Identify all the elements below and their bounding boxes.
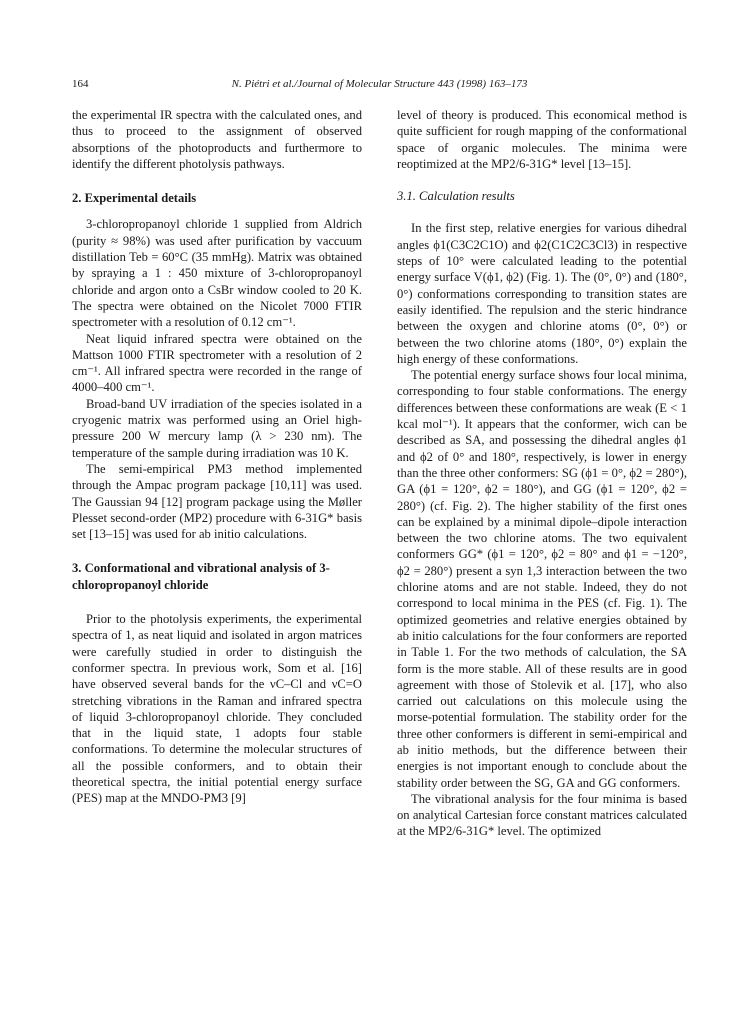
paragraph-calculation-1: In the first step, relative energies for various dihedral angles ϕ1(C3C2C1O) and ϕ2(C1C2C3Cl3) in respective steps of 10° were calculated leading to the potential energy surface V(ϕ1, ϕ2) (Fig. 1). The (0°, 0°) and (180°, 0°) conformations corresponding to transition states are easily identified. The repulsion and the steric hindrance between the oxygen and chlorine atoms (0°, 0°) or between the two chlorine atoms (180°, 0°) explain the high energy of these conformations. — [397, 221, 687, 366]
paragraph-experimental-3: Broad-band UV irradiation of the species isolated in a cryogenic matrix was performed using an Oriel high-pressure 200 W mercury lamp (λ > 230 nm). The temperature of the sample during irradiation was 10 K. — [72, 396, 362, 460]
paragraph-experimental-1: 3-chloropropanoyl chloride 1 supplied from Aldrich (purity ≈ 98%) was used after purification by vaccuum distillation Teb = 60°C (35 mmHg). Matrix was obtained by spraying a 1 : 450 mixture of 3-chloropropanoyl chloride and argon onto a CsBr window cooled to 20 K. The spectra were obtained on the Nicolet 7000 FTIR spectrometer with a resolution of 0.12 cm⁻¹. — [72, 217, 362, 330]
subsection-heading-calculation-results: 3.1. Calculation results — [397, 189, 515, 204]
paragraph-conformational-1: Prior to the photolysis experiments, the experimental spectra of 1, as neat liquid and isolated in argon matrices were carefully studied in order to distinguish the conformer spectra. In previous work, Som et al. [16] have observed several bands for the νC–Cl and νC=O stretching vibrations in the Raman and infrared spectra of liquid 3-chloropropanoyl chloride. They concluded that in the liquid state, 1 adopts four stable conformations. To determine the molecular structures of all the possible conformers, and to obtain their theoretical spectra, the initial potential energy surface (PES) map at the MNDO-PM3 [9] — [72, 612, 362, 806]
section-heading-experimental-details: 2. Experimental details — [72, 191, 197, 206]
paragraph-experimental-4: The semi-empirical PM3 method implemented through the Ampac program package [10,11] was used. The Gaussian 94 [12] program package using the Møller Plesset second-order (MP2) procedure with 6-31G* basis set [13–15] was used for ab initio calculations. — [72, 461, 362, 542]
left-column — [72, 107, 362, 807]
page-number: 164 — [72, 78, 89, 90]
paragraph-calculation-3: The vibrational analysis for the four minima is based on analytical Cartesian force constant matrices calculated at the MP2/6-31G* level. The optimized — [397, 791, 687, 839]
running-head: N. Piétri et al./Journal of Molecular Structure 443 (1998) 163–173 — [231, 78, 528, 90]
right-column — [397, 107, 687, 840]
paragraph-experimental-2: Neat liquid infrared spectra were obtained on the Mattson 1000 FTIR spectrometer with a resolution of 2 cm⁻¹. All infrared spectra were recorded in the range of 4000–400 cm⁻¹. — [72, 331, 362, 395]
paragraph-calculation-2: The potential energy surface shows four local minima, corresponding to four stable conformations. The energy differences between these conformations are weak (E < 1 kcal mol⁻¹). It appears that the conformer, wich can be described as SA, and possessing the dihedral angles ϕ1 and ϕ2 of 0° and 180°, respectively, is lower in energy than the three other conformers: SG (ϕ1 = 0°, ϕ2 = 280°), GA (ϕ1 = 120°, ϕ2 = 180°), and GG (ϕ1 = 120°, ϕ2 = 280°) (cf. Fig. 2). The higher stability of the first ones can be explained by a minimal dipole–dipole interaction between the two chlorine atoms. The two equivalent conformers GG* (ϕ1 = 120°, ϕ2 = 80° and ϕ1 = −120°, ϕ2 = 280°) present a syn 1,3 interaction between the two chlorine atoms and are not stable. Indeed, they do not correspond to local minima in the PES (cf. Fig. 1). The optimized geometries and relative energies obtained by ab initio calculations for the four conformers are reported in Table 1. For the two methods of calculation, the SA form is the more stable. All of these results are in good agreement with those of Stolevik et al. [17], who also carried out calculations on this molecule using the morse-potential formulation. The stability order for the three other conformers is different in semi-empirical and ab initio methods, but the difference between their energies is not important enough to conclude about the stability order between the SG, GA and GG conformers. — [397, 368, 687, 790]
section-heading-conformational-analysis: 3. Conformational and vibrational analysis of 3-chloropropanoyl chloride — [72, 561, 330, 592]
page-header — [72, 78, 687, 94]
paragraph-method-continuation: level of theory is produced. This economical method is quite sufficient for rough mapping of the conformational space of organic molecules. The minima were reoptimized at the MP2/6-31G* level [13–15]. — [397, 108, 687, 171]
paragraph-intro-continuation: the experimental IR spectra with the calculated ones, and thus to proceed to the assignment of observed absorptions of the photoproducts and furthermore to identify the different photolysis pathways. — [72, 108, 362, 171]
